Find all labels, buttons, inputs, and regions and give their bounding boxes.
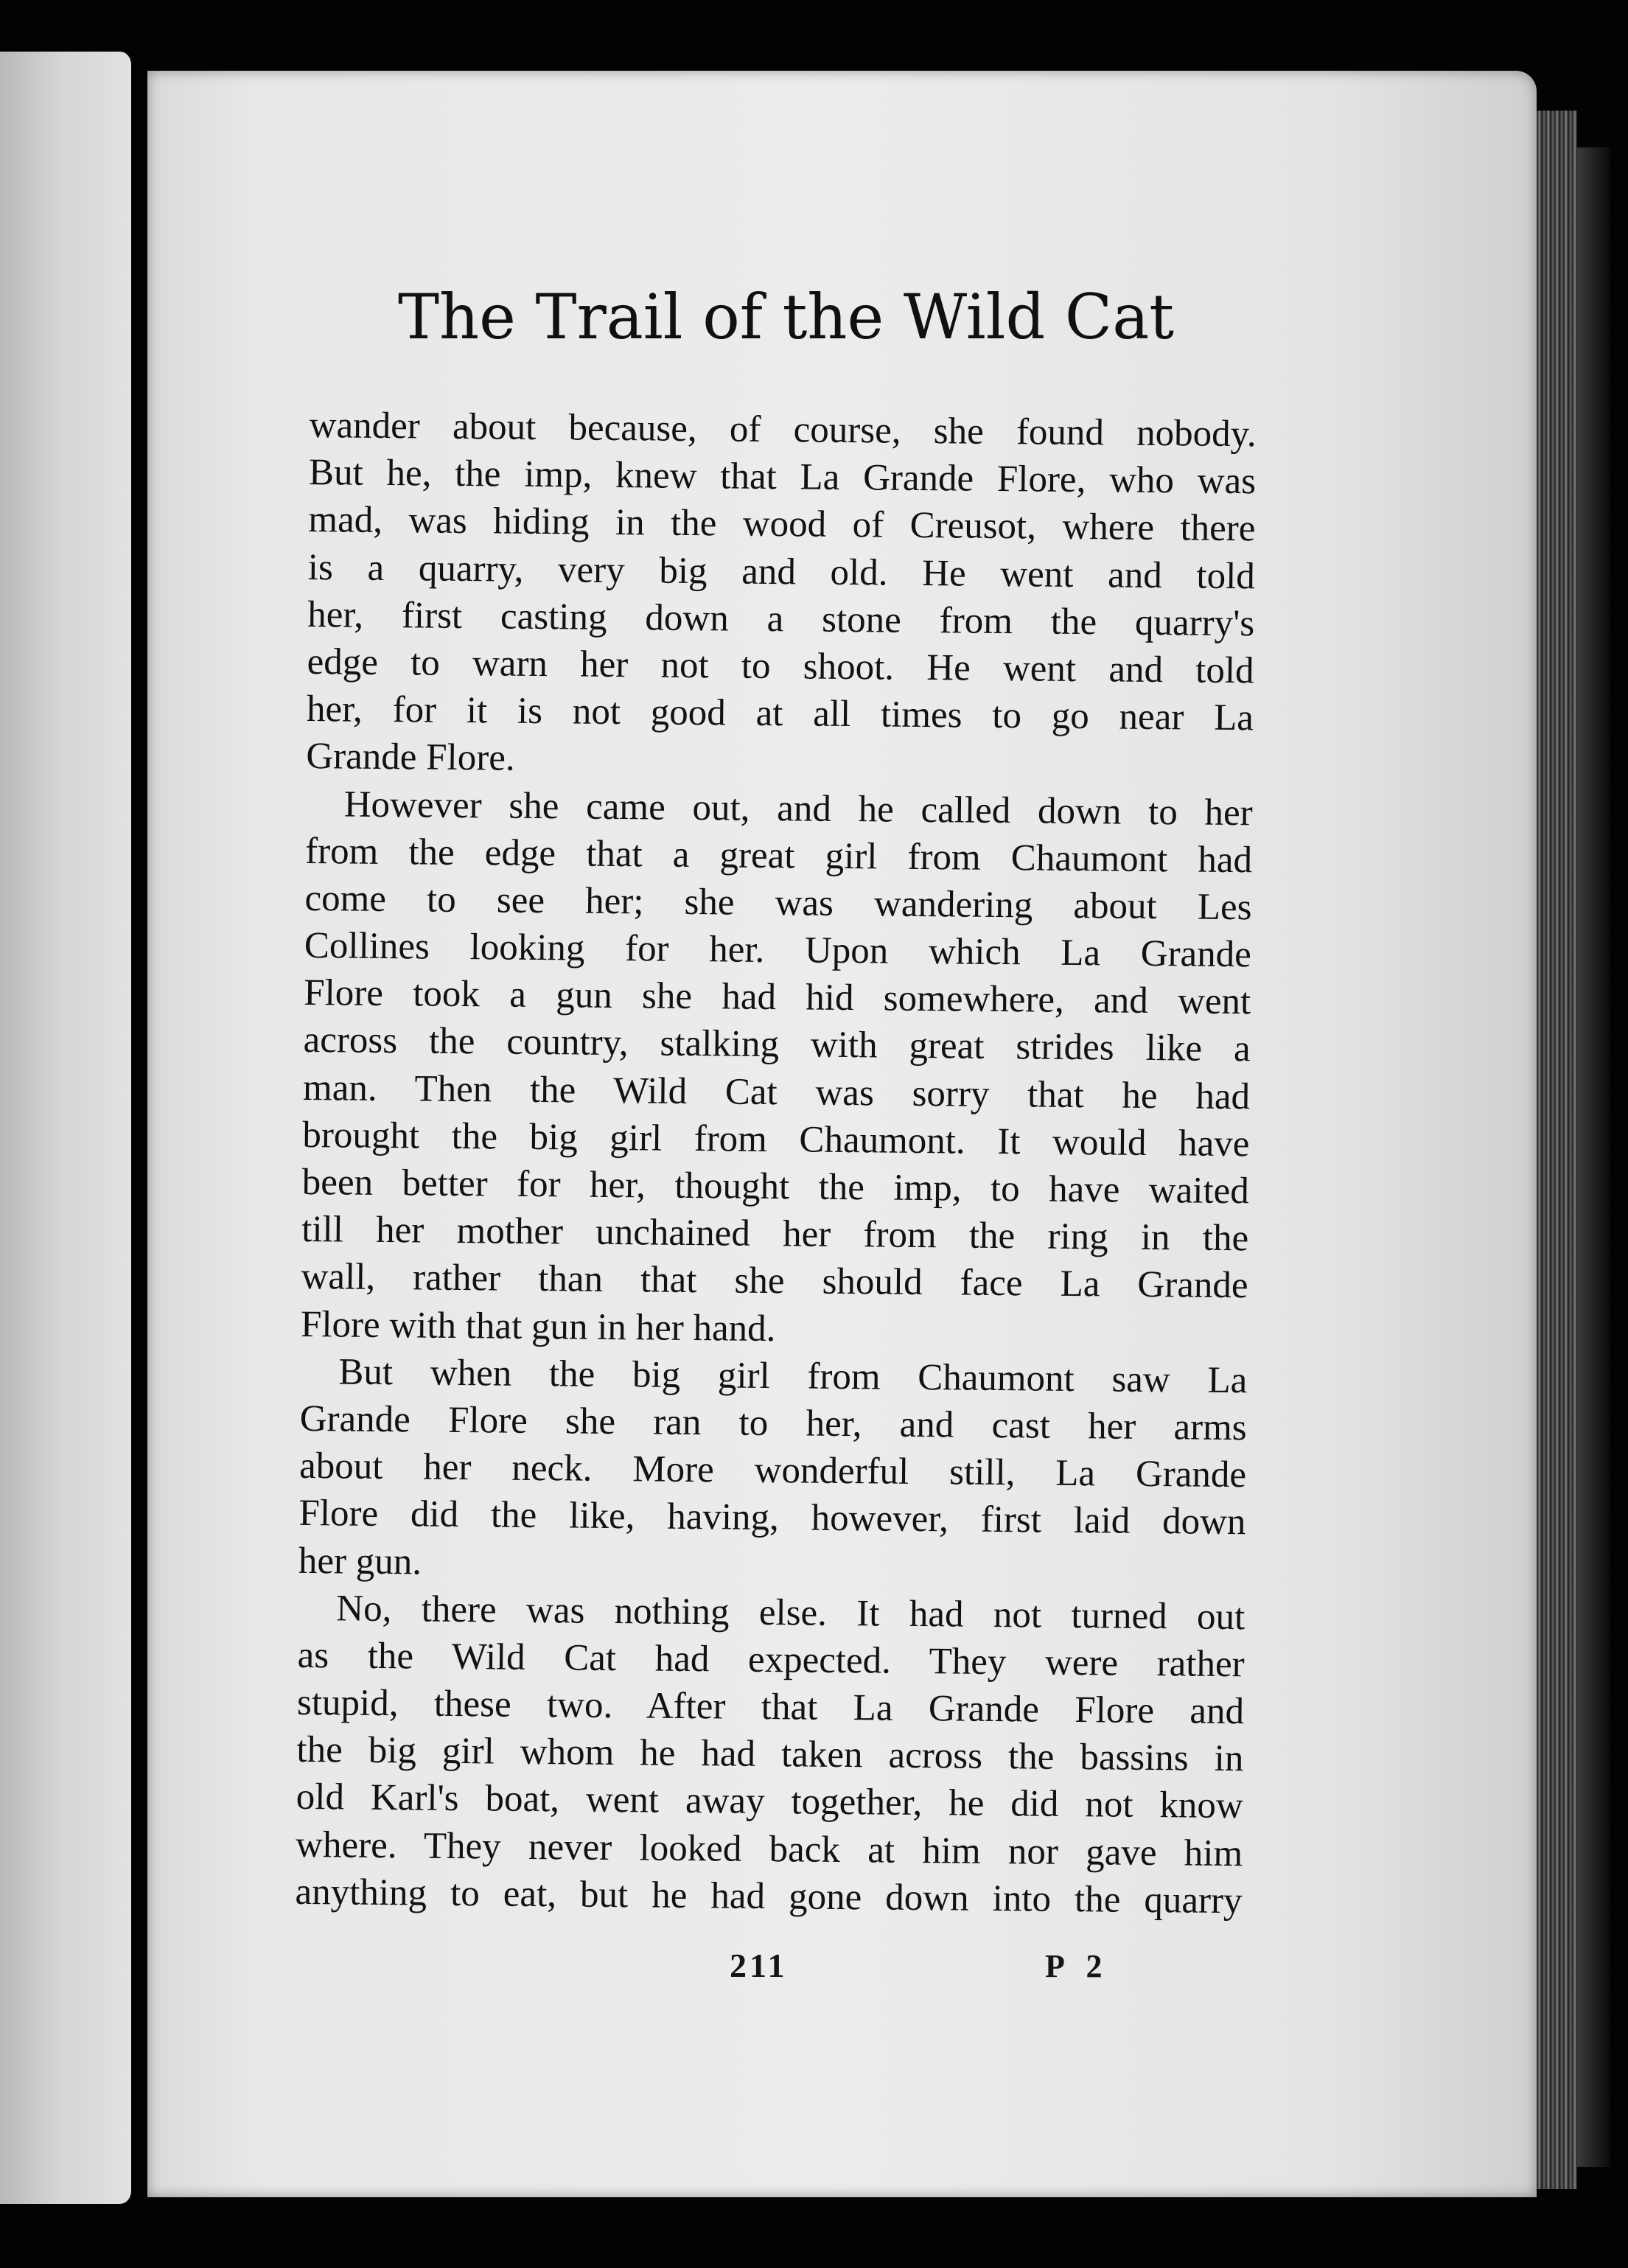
text-line: her gun. <box>298 1540 422 1583</box>
text-line: anything to eat, but he had gone down into the quarry <box>295 1871 1243 1922</box>
paragraph-3 <box>298 1348 1248 1594</box>
text-line: brought the big girl from Chaumont. It would have <box>302 1114 1250 1165</box>
paragraph-1 <box>306 402 1257 789</box>
text-line: come to see her; she was wandering about Les <box>304 877 1252 929</box>
text-line: However she came out, and he called down to her <box>343 783 1253 834</box>
text-line: old Karl's boat, went away together, he did not know <box>296 1776 1244 1827</box>
text-line: where. They never looked back at him nor gave him <box>295 1824 1243 1874</box>
text-line: been better for her, thought the imp, to have waited <box>301 1161 1250 1212</box>
book-cover-edge <box>1577 147 1610 2167</box>
text-line: is a quarry, very big and old. He went and told <box>307 546 1256 597</box>
running-head-title: The Trail of the Wild Cat <box>398 281 1175 353</box>
text-line: about her neck. More wonderful still, La Grande <box>298 1445 1247 1496</box>
text-line: her, first casting down a stone from the quarry's <box>307 593 1255 645</box>
book-gutter <box>131 52 147 2204</box>
printer-signature-mark: P 2 <box>1045 1948 1110 1984</box>
text-line: Flore with that gun in her hand. <box>300 1303 776 1350</box>
text-line: the big girl whom he had taken across the bassins in <box>296 1729 1244 1780</box>
text-line: till her mother unchained her from the ring in the <box>301 1209 1249 1260</box>
text-line: man. Then the Wild Cat was sorry that he had <box>302 1067 1251 1117</box>
paragraph-2 <box>301 780 1253 1357</box>
text-line: Grande Flore she ran to her, and cast her arms <box>299 1398 1247 1449</box>
text-line: Collines looking for her. Upon which La Grande <box>304 925 1252 976</box>
page-number: 211 <box>730 1947 788 1984</box>
text-line: Flore took a gun she had hid somewhere, and went <box>304 972 1251 1023</box>
text-line: mad, was hiding in the wood of Creusot, where there <box>308 499 1256 550</box>
text-line: Grande Flore. <box>306 736 515 780</box>
facing-page-edge <box>0 52 133 2204</box>
text-line: No, there was nothing else. It had not turned out <box>336 1588 1246 1638</box>
body-text <box>295 402 1257 1925</box>
text-line: stupid, these two. After that La Grande Flore and <box>296 1681 1245 1733</box>
text-line: But he, the imp, knew that La Grande Flore, who was <box>308 452 1257 503</box>
text-line: across the country, stalking with great strides like a <box>303 1019 1251 1070</box>
text-line: wander about because, of course, she found nobody. <box>309 404 1257 456</box>
text-line: as the Wild Cat had expected. They were rather <box>297 1634 1245 1686</box>
text-line: wall, rather than that she should face La Grande <box>301 1256 1248 1307</box>
paragraph-4 <box>295 1585 1245 1925</box>
text-line: edge to warn her not to shoot. He went and told <box>307 641 1254 692</box>
text-line: Flore did the like, having, however, first laid down <box>298 1493 1246 1543</box>
text-line: But when the big girl from Chaumont saw La <box>338 1351 1248 1402</box>
text-line: her, for it is not good at all times to go near La <box>306 688 1254 739</box>
text-line: from the edge that a great girl from Chaumont had <box>304 830 1253 881</box>
page-block-edge <box>1533 111 1577 2189</box>
